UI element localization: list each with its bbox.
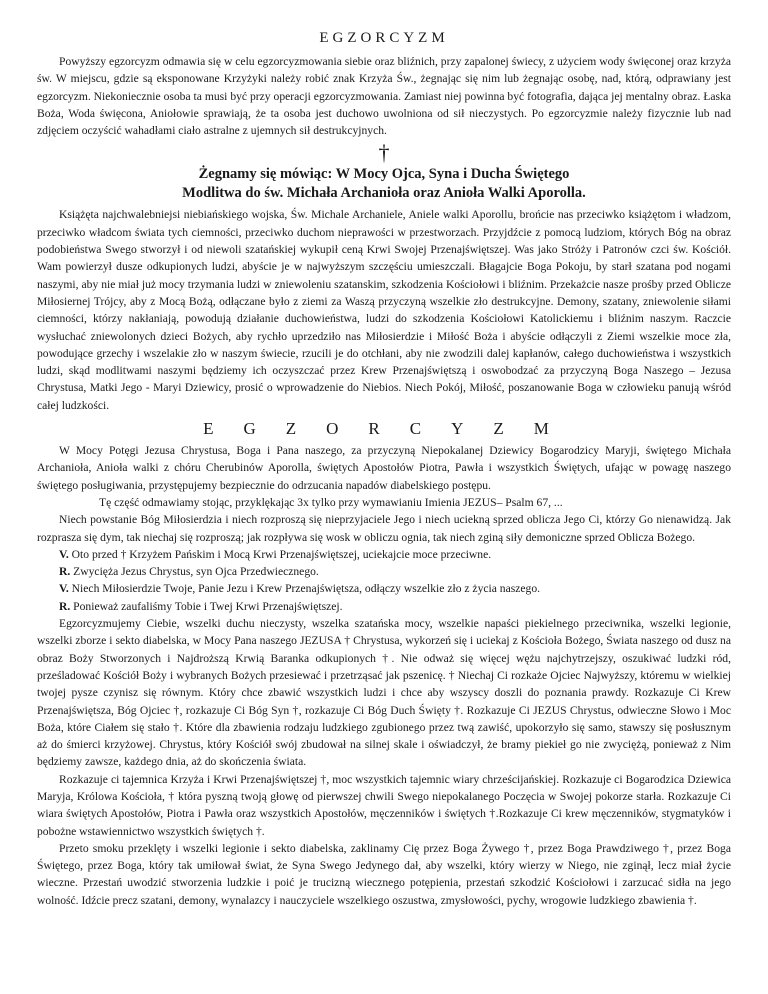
versicle-mark: V. xyxy=(59,582,69,596)
response-1 xyxy=(37,563,731,580)
sign-of-cross-heading: Żegnamy się mówiąc: W Mocy Ojca, Syna i Ducha Świętego xyxy=(198,166,570,183)
response-mark: R. xyxy=(59,565,71,579)
exorcism-paragraph-2: Niech powstanie Bóg Miłosierdzia i niech rozproszą się nieprzyjaciele Jego i niech uciekną sprzed oblicza Jego Ci, którzy Go nienawidzą. Jak rozprasza się dym, tak niechaj się rozproszą; jak rozpływa się wosk w obliczu ognia, tak niech zginą siły demoniczne sprzed Oblicza Bożego. xyxy=(37,513,731,544)
exorcism-paragraph-5: Przeto smoku przeklęty i wszelki legionie i sekto diabelska, zaklinamy Cię przez Boga Żywego †, przez Boga Prawdziwego †, przez Boga Świętego, przez Boga, który tak umiłował świat, że Syna Swego Jedynego dał, aby wszelki, który wierzy w Niego, nie zginął, lecz miał życie wieczne. Przestań uwodzić stworzenia ludzkie i poić je trucizną wiecznego potępienia, przestań szkodzić Kościołowi i zarzucać sidła na jego wolność. Idźcie precz szatani, demony, wynalazcy i nauczyciele wszelkiego oszustwa, zmysłowości, pychy, wrogowie ludzkiego zbawienia †. xyxy=(37,841,731,907)
instruction-line: Tę część odmawiamy stojąc, przyklękając 3x tylko przy wymawianiu Imienia JEZUS– Psalm 67, ... xyxy=(99,495,563,509)
versicle-text: Niech Miłosierdzie Twoje, Panie Jezu i Krew Przenajświętsza, odłączy wszelkie zło z życia naszego. xyxy=(68,582,541,596)
exorcism-paragraph-1: W Mocy Potęgi Jezusa Chrystusa, Boga i Pana naszego, za przyczyną Niepokalanej Dziewicy Bogarodzicy Maryji, świętego Michała Archanioła, Anioła walki z chóru Cherubinów Aporolla, świętych Apostołów Piotra, Pawła i wszystkich Świętych, ufając w powagę naszego świętego posługiwania, przystępujemy bezpiecznie do odrzucania napadów diabelskiego postępu. xyxy=(37,444,731,492)
cross-symbol: † xyxy=(378,140,390,166)
prayer-heading: Modlitwa do św. Michała Archanioła oraz Anioła Walki Aporolla. xyxy=(182,185,586,202)
response-mark: R. xyxy=(59,599,71,613)
exorcism-paragraph-4: Rozkazuje ci tajemnica Krzyża i Krwi Przenajświętszej †, moc wszystkich tajemnic wiary chrześcijańskiej. Rozkazuje ci Bogarodzica Dziewica Maryja, Królowa Kościoła, † która pyszną twoją głowę od pierwszej chwili Swego niepokalanego Poczęcia w Swojej pokorze starła. Rozkazuje Ci wiara świętych Apostołów, Piotra i Pawła oraz wszystkich Apostołów, męczenników i świętych †.Rozkazuje Ci krew męczenników, stygmatyków i pobożne wstawiennictwo wszystkich świętych †. xyxy=(37,772,731,838)
response-2 xyxy=(37,598,731,615)
prayer-paragraph: Książęta najchwalebniejsi niebiańskiego wojska, Św. Michale Archaniele, Aniele walki Aporollu, brońcie nas przeciwko książętom i władzom, przeciwko władcom świata tych ciemności, przeciwko duchom nieprawości w przestworzach. Przyjdźcie z pomocą ludziom, których Bóg na obraz podobieństwa Swego stworzył i od niewoli szatańskiej wykupił ceną Krwi Swojej Przenajświętszej. Was jako Stróży i Patronów czci św. Kościół. Wam powierzył dusze odkupionych ludzi, abyście je w najwyższym szczęściu umieszczali. Błagajcie Boga Pokoju, by starł szatana pod nogami naszymi, aby nie miał już mocy trzymania ludzi w zniewoleniu szatanskim, szkodzenia Kościołowi i bliźnim. Przekażcie nasze prośby przed Oblicze Miłosiernej Trójcy, aby z Mocą Bożą, odłączane było z ziemi za Waszą przyczyną wszelkie zło destrukcyjne. Demony, szatany, zniewolenie siłami ciemności, którzy nakłaniają, powodują działanie duchowieństwa, ludzi do szkodzenia Kościołowi Katolickiemu i bliźnim naszym. Raczcie wysłuchać zniewolonych dzieci Bożych, aby rychło uprzedziło nas Miłosierdzie i Miłość Boża i abyście odłączyli z Ziemi wszelkie moce zła, powodujące grzechy i wszelakie zło w naszym świecie, rzucili je do otchłani, aby nie zwodzili dalej kapłanów, całego duchowieństwa i wszystkich ludzi, skąd modlitwami naszymi będziemy ich oczyszczać przez Krew Przenajświętszą i oswobodzać za przyczyną Boga Naszego – Jezusa Chrystusa, Matki Jego - Maryi Dziewicy, prosić o wprowadzenie do Niebios. Niech Pokój, Miłość, poszanowanie Boga w człowieku panują wśród całej ludzkości. xyxy=(37,208,731,412)
versicle-1 xyxy=(37,546,731,563)
response-text: Ponieważ zaufaliśmy Tobie i Twej Krwi Przenajświętszej. xyxy=(70,599,343,613)
exorcism-heading: EGZORCYZM xyxy=(203,419,579,439)
intro-paragraph: Powyższy egzorcyzm odmawia się w celu egzorcyzmowania siebie oraz bliźnich, przy zapalonej świecy, z użyciem wody święconej oraz krzyża św. W miejscu, gdzie są eksponowane Krzyżyki należy robić znak Krzyża Św., żegnając się nim lub żegnając osobę, nad, którą, odprawiany jest egzorcyzm. Niekoniecznie osoba ta musi być przy operacji egzorcyzmowania. Zamiast niej powinna być fotografia, dająca jej mentalny obraz. Łaska Boża, Woda święcona, Aniołowie sprawiają, że ta osoba jest duchowo uwolniona od sił nieczystych. Po egzorcyzmie należy fizycznie lub nad zdjęciem oczyścić wahadłami ciało astralne z ujemnych sił destrukcyjnych. xyxy=(37,55,731,138)
exorcism-paragraph-3: Egzorcyzmujemy Ciebie, wszelki duchu nieczysty, wszelka szatańska mocy, wszelkie napaści piekielnego przeciwnika, wszelki legionie, wszelki zborze i sekto diabelska, w Mocy Pana naszego JEZUSA † Chrystusa, wykorzeń się i uciekaj z Kościoła Bożego, Świata naszego od dusz na obraz Boży Stworzonych i Najdroższą Krwią Baranka odkupionych †. Nie odważ się więcej wężu najchytrzejszy, oszukiwać ludzki ród, prześladować Kościół Boży i wybranych Bożych przesiewać i przetrząsać jak pszenicę. † Niechaj Ci rozkaże Ojciec Najwyższy, któremu w wielkiej twojej pysze czynisz się równym. Który chce zbawić wszystkich ludzi i chce aby wszyscy doszli do poznania prawdy. Rozkazuje Ci Krew Przenajświętsza, Bóg Ojciec †, rozkazuje Ci Bóg Syn †, rozkazuje Ci Bóg Duch Święty †. Rozkazuje Ci JEZUS Chrystus, odwieczne Słowo i Moc Boża, które Ciałem się stało †. Które dla zbawienia rodzaju ludzkiego zgubionego przez twą zawiść, upokorzyło się samo, stawszy się posłusznym aż do śmierci krzyżowej. Chrystus, który Kościół swój zbudował na silnej skale i oświadczył, że bramy piekieł go nie zwyciężą, ponieważ z Nim będziemy zawsze, każdego dnia, aż do skończenia świata. xyxy=(37,617,731,769)
response-text: Zwycięża Jezus Chrystus, syn Ojca Przedwiecznego. xyxy=(70,565,319,579)
document-title: EGZORCYZM xyxy=(319,30,449,46)
versicle-mark: V. xyxy=(59,547,69,561)
versicle-2 xyxy=(37,580,731,597)
versicle-text: Oto przed † Krzyżem Pańskim i Mocą Krwi Przenajświętszej, uciekajcie moce przeciwne. xyxy=(68,547,492,561)
document-page xyxy=(37,30,731,909)
